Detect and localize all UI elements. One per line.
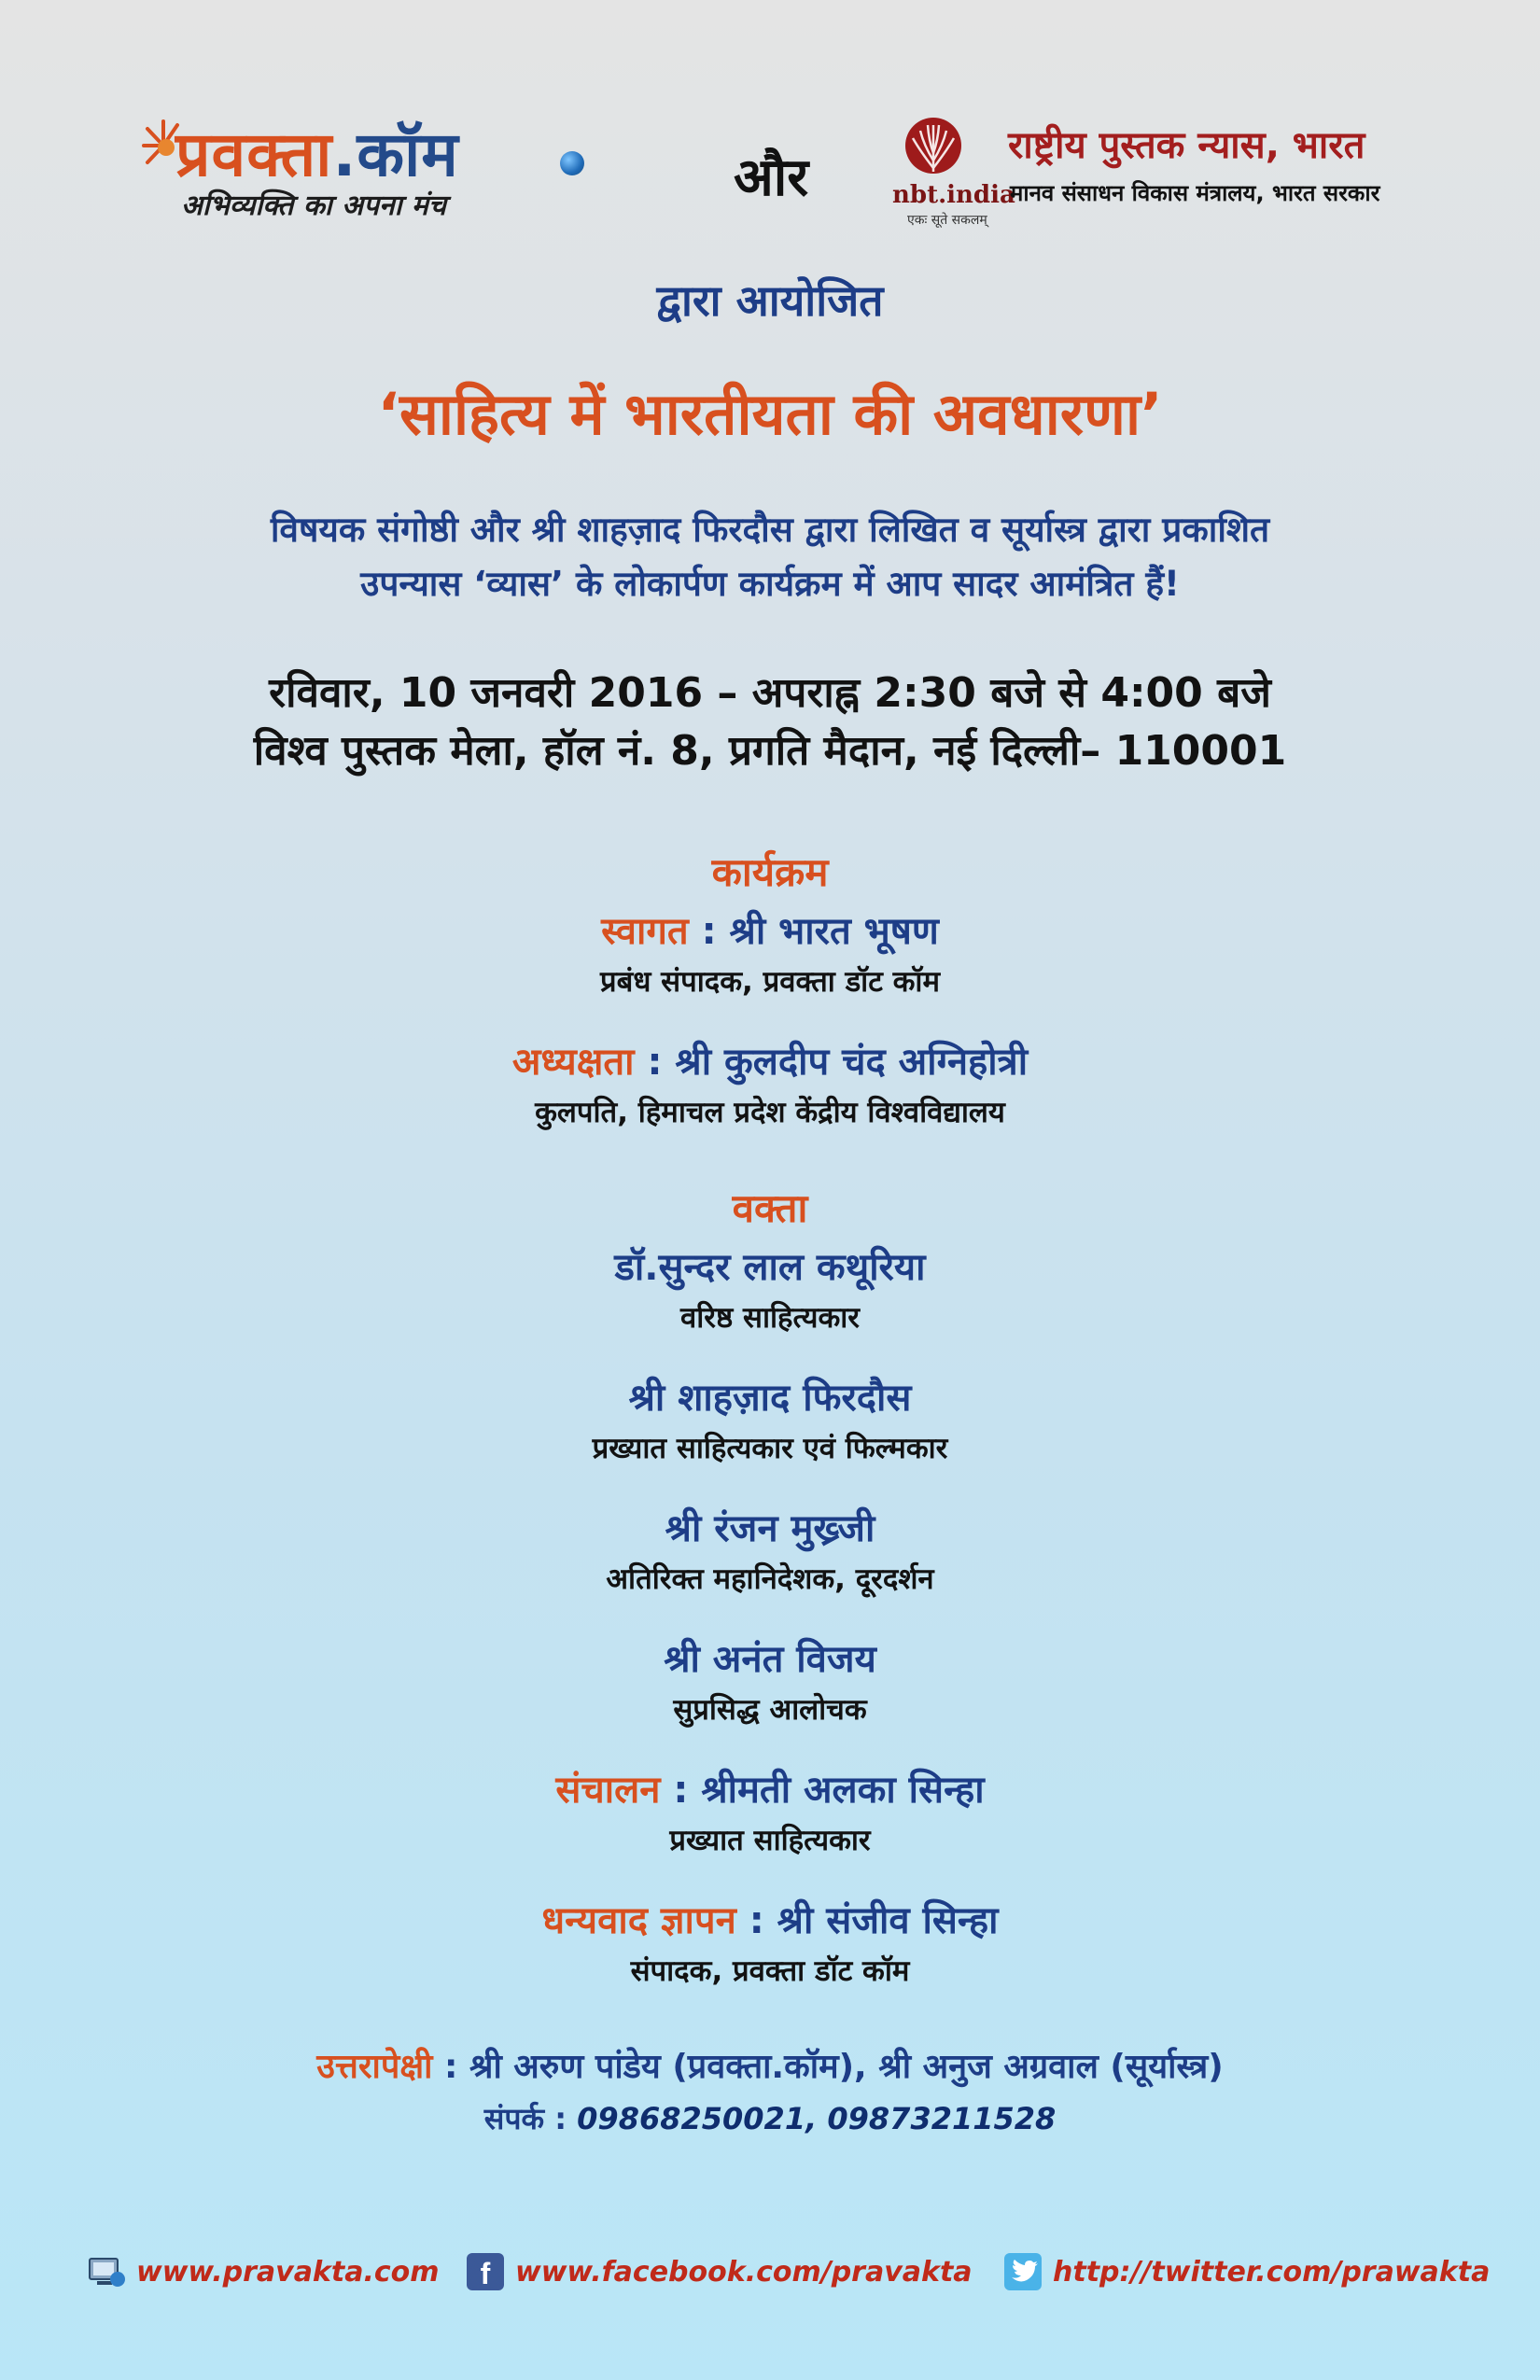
event-title: ‘साहित्य में भारतीयता की अवधारणा’ <box>377 380 1163 448</box>
speaker-role: अतिरिक्त महानिदेशक, दूरदर्शन <box>606 1562 934 1596</box>
facebook-text[interactable]: www.facebook.com/pravakta <box>515 2255 973 2289</box>
twitter-icon <box>1004 2253 1042 2290</box>
nbt-subtitle: मानव संसाधन विकास मंत्रालय, भारत सरकार <box>1010 180 1380 206</box>
welcome-sep: : <box>688 910 730 953</box>
facebook-icon: f <box>467 2253 504 2290</box>
invite-line-1: विषयक संगोष्ठी और श्री शाहज़ाद फिरदौस द्वारा लिखित व सूर्यास्त्र द्वारा प्रकाशित <box>270 510 1270 550</box>
chair-role: कुलपति, हिमाचल प्रदेश केंद्रीय विश्वविद्यालय <box>535 1096 1005 1129</box>
chair-name: श्री कुलदीप चंद अग्निहोत्री <box>675 1041 1029 1084</box>
speaker-role: प्रख्यात साहित्यकार एवं फिल्मकार <box>592 1432 948 1465</box>
pravakta-tagline: अभिव्यक्ति का अपना मंच <box>181 189 446 222</box>
rsvp-line <box>0 2042 1540 2088</box>
thanks-label: धन्यवाद ज्ञापन <box>541 1899 736 1942</box>
rsvp-text: श्री अरुण पांडेय (प्रवक्ता.कॉम), श्री अनुज अग्रवाल (सूर्यास्त्र) <box>469 2048 1224 2086</box>
speaker-name: श्री रंजन मुख्र्जी <box>665 1507 875 1550</box>
website-icon <box>86 2253 127 2290</box>
globe-icon <box>560 151 584 175</box>
thanks-line <box>0 1893 1540 1944</box>
rsvp-sep: : <box>432 2048 469 2086</box>
speakers-heading: वक्ता <box>732 1185 808 1231</box>
organized-by: द्वारा आयोजित <box>656 275 884 326</box>
anchor-label: संचालन <box>555 1769 661 1812</box>
footer <box>0 2253 1540 2309</box>
event-venue: विश्व पुस्तक मेला, हॉल नं. 8, प्रगति मैदान, नई दिल्ली– 110001 <box>253 727 1287 775</box>
chair-sep: : <box>634 1041 676 1084</box>
welcome-name: श्री भारत भूषण <box>729 910 939 953</box>
speaker-name: श्री शाहज़ाद फिरदौस <box>628 1377 912 1420</box>
chair-line <box>0 1034 1540 1085</box>
nbt-book-tree-icon <box>903 114 963 179</box>
anchor-name: श्रीमती अलका सिन्हा <box>701 1769 985 1812</box>
speaker-name: डॉ.सुन्दर लाल कथूरिया <box>614 1246 926 1289</box>
twitter-link[interactable] <box>1004 2253 1490 2290</box>
welcome-line <box>0 903 1540 955</box>
conjunction-text: और <box>734 147 809 208</box>
website-text[interactable]: www.pravakta.com <box>136 2255 440 2289</box>
pravakta-name: प्रवक्ता <box>175 119 333 190</box>
contact-line <box>0 2098 1540 2138</box>
invite-line-2: उपन्यास ‘व्यास’ के लोकार्पण कार्यक्रम में आप सादर आमंत्रित हैं! <box>360 564 1180 604</box>
thanks-sep: : <box>735 1899 777 1942</box>
anchor-sep: : <box>660 1769 702 1812</box>
website-link[interactable] <box>86 2253 440 2290</box>
facebook-link[interactable] <box>467 2253 973 2290</box>
rsvp-label: उत्तरापेक्षी <box>316 2048 433 2086</box>
nbt-title: राष्ट्रीय पुस्तक न्यास, भारत <box>1008 124 1365 167</box>
welcome-role: प्रबंध संपादक, प्रवक्ता डॉट कॉम <box>599 965 940 999</box>
event-date-time: रविवार, 10 जनवरी 2016 – अपराह्न 2:30 बजे से 4:00 बजे <box>269 669 1271 717</box>
nbt-india-text: nbt.india <box>892 181 1015 209</box>
pravakta-logo <box>140 110 644 222</box>
speaker-role: सुप्रसिद्ध आलोचक <box>673 1693 867 1727</box>
contact-numbers: 09868250021, 09873211528 <box>577 2101 1057 2136</box>
speaker-role: वरिष्ठ साहित्यकार <box>680 1301 860 1335</box>
anchor-role: प्रख्यात साहित्यकार <box>669 1824 871 1857</box>
thanks-name: श्री संजीव सिन्हा <box>777 1899 999 1942</box>
pravakta-dotcom: .कॉम <box>332 119 459 190</box>
contact-label: संपर्क : <box>483 2101 578 2136</box>
chair-label: अध्यक्षता <box>511 1041 635 1084</box>
thanks-role: संपादक, प्रवक्ता डॉट कॉम <box>630 1954 910 1988</box>
twitter-text[interactable]: http://twitter.com/prawakta <box>1053 2255 1491 2289</box>
nbt-logo <box>887 110 1391 231</box>
program-heading: कार्यक्रम <box>711 849 829 895</box>
welcome-label: स्वागत <box>601 910 689 953</box>
anchor-line <box>0 1762 1540 1813</box>
speaker-name: श्री अनंत विजय <box>664 1638 876 1681</box>
nbt-tagline: एकः सूते सकलम् <box>907 213 987 228</box>
